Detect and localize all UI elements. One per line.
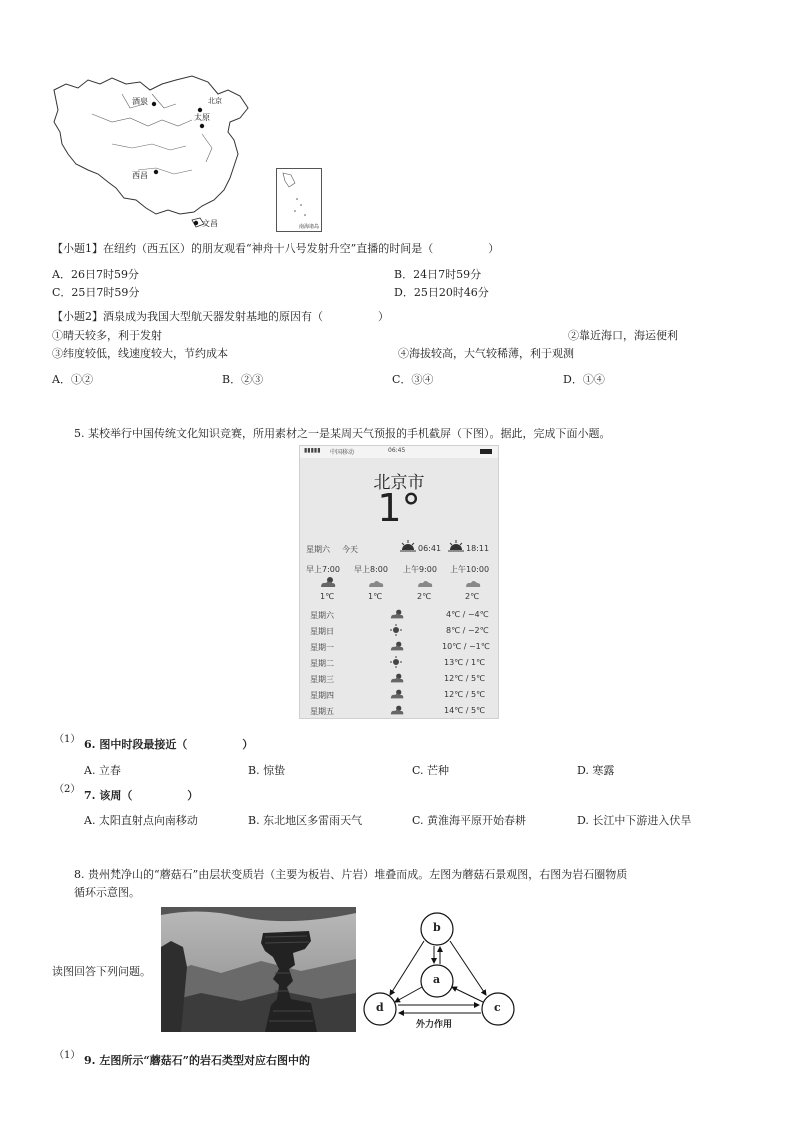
cycle-node-a: a [433, 973, 441, 986]
q9-number: （1） [54, 1050, 81, 1061]
sunset-icon [448, 540, 464, 552]
sun-cloud-icon [390, 640, 404, 652]
daily-range: 4℃ / −4℃ [446, 610, 489, 619]
q7-number: （2） [54, 784, 81, 795]
sub1-option-c[interactable]: C．25日7时59分 [52, 286, 140, 299]
sub2-option-b[interactable]: B．②③ [222, 373, 264, 386]
hourly-time-1: 早上7:00 [306, 565, 340, 574]
daily-forecast [300, 608, 498, 718]
china-map-outline [52, 74, 272, 230]
battery-icon [480, 449, 492, 454]
hourly-temp-4: 2℃ [465, 592, 480, 601]
sun-cloud-icon [390, 672, 404, 684]
hourly-temp-2: 1℃ [368, 592, 383, 601]
sun-icon [390, 624, 402, 636]
q6-stem: 6. 图中时段最接近（ ） [84, 738, 254, 751]
sub2-item-2: ②靠近海口，海运便利 [568, 329, 678, 342]
sub2-item-3: ③纬度较低，线速度较大，节约成本 [52, 347, 228, 360]
sun-cloud-icon [390, 704, 404, 716]
city-name: 北京市 [373, 473, 425, 493]
carrier-label: 中国移动 [330, 449, 355, 456]
daily-day: 星期一 [310, 643, 334, 652]
cloud-icon [465, 578, 481, 588]
clock-label: 06:45 [388, 447, 406, 454]
mushroom-rock-photo [161, 907, 356, 1032]
q6-number: （1） [54, 734, 81, 745]
sub2-question: 【小题2】酒泉成为我国大型航天器发射基地的原因有（ ） [52, 310, 389, 323]
weather-screenshot [299, 445, 499, 719]
sub1-option-d[interactable]: D．25日20时46分 [394, 286, 489, 299]
sunrise-time: 06:41 [418, 544, 442, 553]
cloud-icon [417, 578, 433, 588]
map-label-wenchang: 文昌 [202, 219, 218, 228]
q8-stem-line1: 8. 贵州梵净山的“蘑菇石”由层状变质岩（主要为板岩、片岩）堆叠而成。左图为蘑菇石景观图，右图为岩石圈物质 [74, 868, 628, 881]
sub2-option-c[interactable]: C．③④ [392, 373, 434, 386]
sub2-item-1: ①晴天较多，利于发射 [52, 329, 162, 342]
q7-option-a[interactable]: A. 太阳直射点向南移动 [84, 814, 198, 827]
cycle-node-c: c [494, 1001, 501, 1014]
china-map [52, 74, 272, 230]
daily-day: 星期四 [310, 691, 334, 700]
inset-outline [277, 169, 321, 231]
daily-range: 13℃ / 1℃ [444, 658, 486, 667]
today-label: 今天 [342, 545, 358, 554]
rock-cycle-diagram [362, 909, 516, 1033]
cycle-node-d: d [376, 1001, 384, 1014]
map-label-taiyuan: 太原 [194, 113, 210, 122]
sun-cloud-icon [390, 688, 404, 700]
daily-row [300, 688, 498, 702]
q6-option-b[interactable]: B. 惊蛰 [248, 764, 286, 777]
daily-day: 星期五 [310, 707, 334, 716]
hourly-time-2: 早上8:00 [354, 565, 388, 574]
hourly-time-3: 上午9:00 [403, 565, 437, 574]
sub2-item-4: ④海拔较高，大气较稀薄，利于观测 [398, 347, 574, 360]
q6-option-c[interactable]: C. 芒种 [412, 764, 450, 777]
hourly-temp-1: 1℃ [320, 592, 335, 601]
daily-range: 8℃ / −2℃ [446, 626, 489, 635]
daily-day: 星期二 [310, 659, 334, 668]
hourly-time-4: 上午10:00 [450, 565, 490, 574]
sun-icon [390, 656, 402, 668]
daily-day: 星期六 [310, 611, 334, 620]
today-day: 星期六 [306, 545, 330, 554]
sunset-time: 18:11 [466, 544, 490, 553]
sub2-option-a[interactable]: A．①② [52, 373, 93, 386]
sun-cloud-icon [320, 576, 336, 588]
map-label-xichang: 西昌 [132, 171, 148, 180]
hourly-temp-3: 2℃ [417, 592, 432, 601]
q7-option-b[interactable]: B. 东北地区多雷雨天气 [248, 814, 363, 827]
q8-read: 读图回答下列问题。 [52, 965, 151, 978]
q9-stem: 9. 左图所示“蘑菇石”的岩石类型对应右图中的 [84, 1054, 310, 1067]
q8-stem-line2: 循环示意图。 [74, 886, 140, 899]
sub1-option-b[interactable]: B．24日7时59分 [394, 268, 482, 281]
q7-option-d[interactable]: D. 长江中下游进入伏旱 [577, 814, 692, 827]
daily-row [300, 624, 498, 638]
map-label-jiuquan: 酒泉 [132, 97, 148, 106]
daily-day: 星期三 [310, 675, 334, 684]
q7-stem: 7. 该周（ ） [84, 789, 199, 802]
sub1-question: 【小题1】在纽约（西五区）的朋友观看“神舟十八号发射升空”直播的时间是（ ） [52, 242, 500, 255]
inset-label: 南海诸岛 [299, 224, 320, 230]
daily-range: 12℃ / 5℃ [444, 690, 486, 699]
hourly-forecast [300, 564, 498, 604]
cloud-icon [368, 578, 384, 588]
signal-icon: ▮▮▮▮▮ [304, 447, 321, 454]
sunrise-icon [400, 540, 416, 552]
daily-range: 12℃ / 5℃ [444, 674, 486, 683]
sun-cloud-icon [390, 608, 404, 620]
daily-row [300, 608, 498, 622]
daily-range: 10℃ / −1℃ [442, 642, 490, 651]
mushroom-rock-image [161, 907, 356, 1032]
daily-row [300, 672, 498, 686]
sub1-option-a[interactable]: A．26日7时59分 [52, 268, 139, 281]
daily-day: 星期日 [310, 627, 334, 636]
cycle-label: 外力作用 [416, 1020, 453, 1030]
status-bar [300, 446, 498, 458]
q7-option-c[interactable]: C. 黄淮海平原开始春耕 [412, 814, 527, 827]
cycle-node-b: b [433, 921, 441, 934]
q6-option-a[interactable]: A. 立春 [84, 764, 121, 777]
q5-stem: 5. 某校举行中国传统文化知识竞赛，所用素材之一是某周天气预报的手机截屏（下图）。据此，完成下面小题。 [74, 427, 611, 440]
map-label-beijing: 北京 [208, 97, 222, 105]
south-china-sea-inset [276, 168, 322, 232]
daily-row [300, 640, 498, 654]
daily-row [300, 704, 498, 718]
daily-range: 14℃ / 5℃ [444, 706, 486, 715]
daily-row [300, 656, 498, 670]
sub2-option-d[interactable]: D．①④ [563, 373, 605, 386]
q6-option-d[interactable]: D. 寒露 [577, 764, 615, 777]
current-temp: 1° [377, 486, 421, 530]
